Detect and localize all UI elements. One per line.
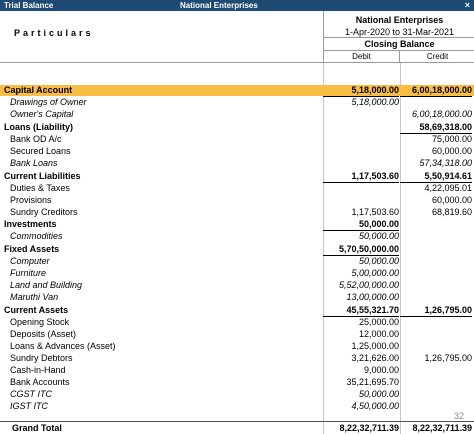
ledger-group-row[interactable] [0,305,474,316]
credit-amount: 60,000.00 [431,194,472,205]
ledger-row[interactable] [0,389,474,400]
debit-amount: 13,00,000.00 [346,292,399,303]
ledger-name: Land and Building [10,280,83,291]
ledger-row[interactable] [0,207,474,218]
ledger-row[interactable] [0,292,474,303]
grand-total-label: Grand Total [12,423,62,433]
debit-amount: 5,18,000.00 [323,85,399,97]
window-company: National Enterprises [180,1,258,10]
debit-column-heading: Debit [324,50,400,63]
debit-amount: 12,000.00 [358,329,399,339]
report-header [0,11,474,63]
ledger-name: Bank Loans [10,157,58,168]
ledger-row[interactable] [0,183,474,194]
ledger-group-row[interactable] [0,85,474,96]
ledger-name: Maruthi Van [10,292,59,303]
ledger-name: Sundry Creditors [10,206,78,217]
closing-balance-heading: Closing Balance [324,37,474,50]
ledger-row[interactable] [0,231,474,242]
ledger-name: Commodities [10,231,63,242]
debit-amount: 9,000.00 [363,364,399,375]
ledger-name: Bank OD A/c [10,133,62,144]
debit-amount: 4,50,000.00 [351,400,399,411]
ledger-name: Computer [10,256,50,267]
debit-amount: 25,000.00 [358,317,399,327]
grand-total-row [0,421,474,434]
ledger-group-row[interactable] [0,122,474,133]
ledger-row[interactable] [0,268,474,279]
ledger-group-row[interactable] [0,219,474,230]
ledger-group-row[interactable] [0,171,474,182]
ledger-row[interactable] [0,158,474,169]
ledger-name: Sundry Debtors [10,352,73,363]
debit-amount: 5,70,50,000.00 [323,244,399,256]
ledger-row[interactable] [0,317,474,328]
debit-amount: 1,17,503.60 [351,206,399,217]
ledger-name: Owner's Capital [10,108,74,119]
credit-amount: 6,00,18,000.00 [411,108,472,119]
group-name: Investments [4,219,57,230]
debit-amount: 50,000.00 [323,219,399,231]
credit-amount: 57,34,318.00 [419,157,472,168]
credit-amount: 5,50,914.61 [400,171,472,183]
window-title: Trial Balance [4,1,54,10]
credit-amount: 58,69,318.00 [400,122,472,134]
ledger-row[interactable] [0,353,474,364]
group-name: Capital Account [4,85,73,95]
debit-amount: 50,000.00 [358,231,399,242]
ledger-row[interactable] [0,146,474,157]
debit-amount: 50,000.00 [358,256,399,267]
ledger-name: Furniture [10,268,47,279]
ledger-row[interactable] [0,329,474,340]
group-name: Current Assets [4,305,69,316]
ledger-name: Deposits (Asset) [10,329,77,339]
credit-amount: 4,22,095.01 [424,182,472,193]
ledger-row[interactable] [0,401,474,412]
ledger-name: Drawings of Owner [10,97,87,107]
credit-amount: 68,819.60 [431,206,472,217]
ledger-name: Opening Stock [10,317,70,327]
ledger-row[interactable] [0,195,474,206]
ledger-row[interactable] [0,341,474,352]
credit-column-heading: Credit [400,50,474,63]
ledger-row[interactable] [0,365,474,376]
ledger-row[interactable] [0,256,474,267]
debit-amount: 1,17,503.60 [323,171,399,183]
particulars-heading: Particulars [14,28,94,38]
debit-amount: 1,25,000.00 [351,340,399,351]
credit-amount: 60,000.00 [431,145,472,156]
ledger-row[interactable] [0,134,474,145]
ledger-name: Cash-in-Hand [10,364,66,375]
close-icon[interactable]: × [464,0,470,10]
debit-amount: 50,000.00 [358,388,399,399]
title-bar [0,0,474,11]
ledger-row[interactable] [0,109,474,120]
ledger-name: Provisions [10,194,52,205]
debit-amount: 5,52,00,000.00 [338,280,399,291]
credit-amount: 75,000.00 [431,133,472,144]
ledger-name: Bank Accounts [10,376,70,387]
ledger-name: IGST ITC [10,400,48,411]
ledger-name: Duties & Taxes [10,182,70,193]
ledger-name: Secured Loans [10,145,71,156]
grand-total-credit: 8,22,32,711.39 [412,423,472,433]
credit-amount: 1,26,795.00 [424,352,472,363]
debit-amount: 5,18,000.00 [351,97,399,107]
group-name: Fixed Assets [4,244,60,255]
debit-amount: 5,00,000.00 [351,268,399,279]
grand-total-debit: 8,22,32,711.39 [339,423,399,433]
group-name: Current Liabilities [4,170,81,181]
header-company-name: National Enterprises [355,15,444,25]
ledger-row[interactable] [0,280,474,291]
debit-amount: 45,55,321.70 [323,305,399,317]
ledger-name: Loans & Advances (Asset) [10,340,116,351]
group-name: Loans (Liability) [4,121,74,132]
debit-amount: 35,21,695.70 [346,376,399,387]
trial-balance-table [0,63,474,421]
credit-amount: 6,00,18,000.00 [400,85,472,97]
ledger-row[interactable] [0,377,474,388]
page-number: 32 [453,411,464,421]
header-period: 1-Apr-2020 to 31-Mar-2021 [344,27,455,37]
debit-amount: 3,21,626.00 [351,352,399,363]
column-header-block [323,11,474,63]
ledger-name: CGST ITC [10,388,52,399]
credit-amount: 1,26,795.00 [400,305,472,317]
ledger-group-row[interactable] [0,244,474,255]
ledger-row[interactable] [0,97,474,108]
